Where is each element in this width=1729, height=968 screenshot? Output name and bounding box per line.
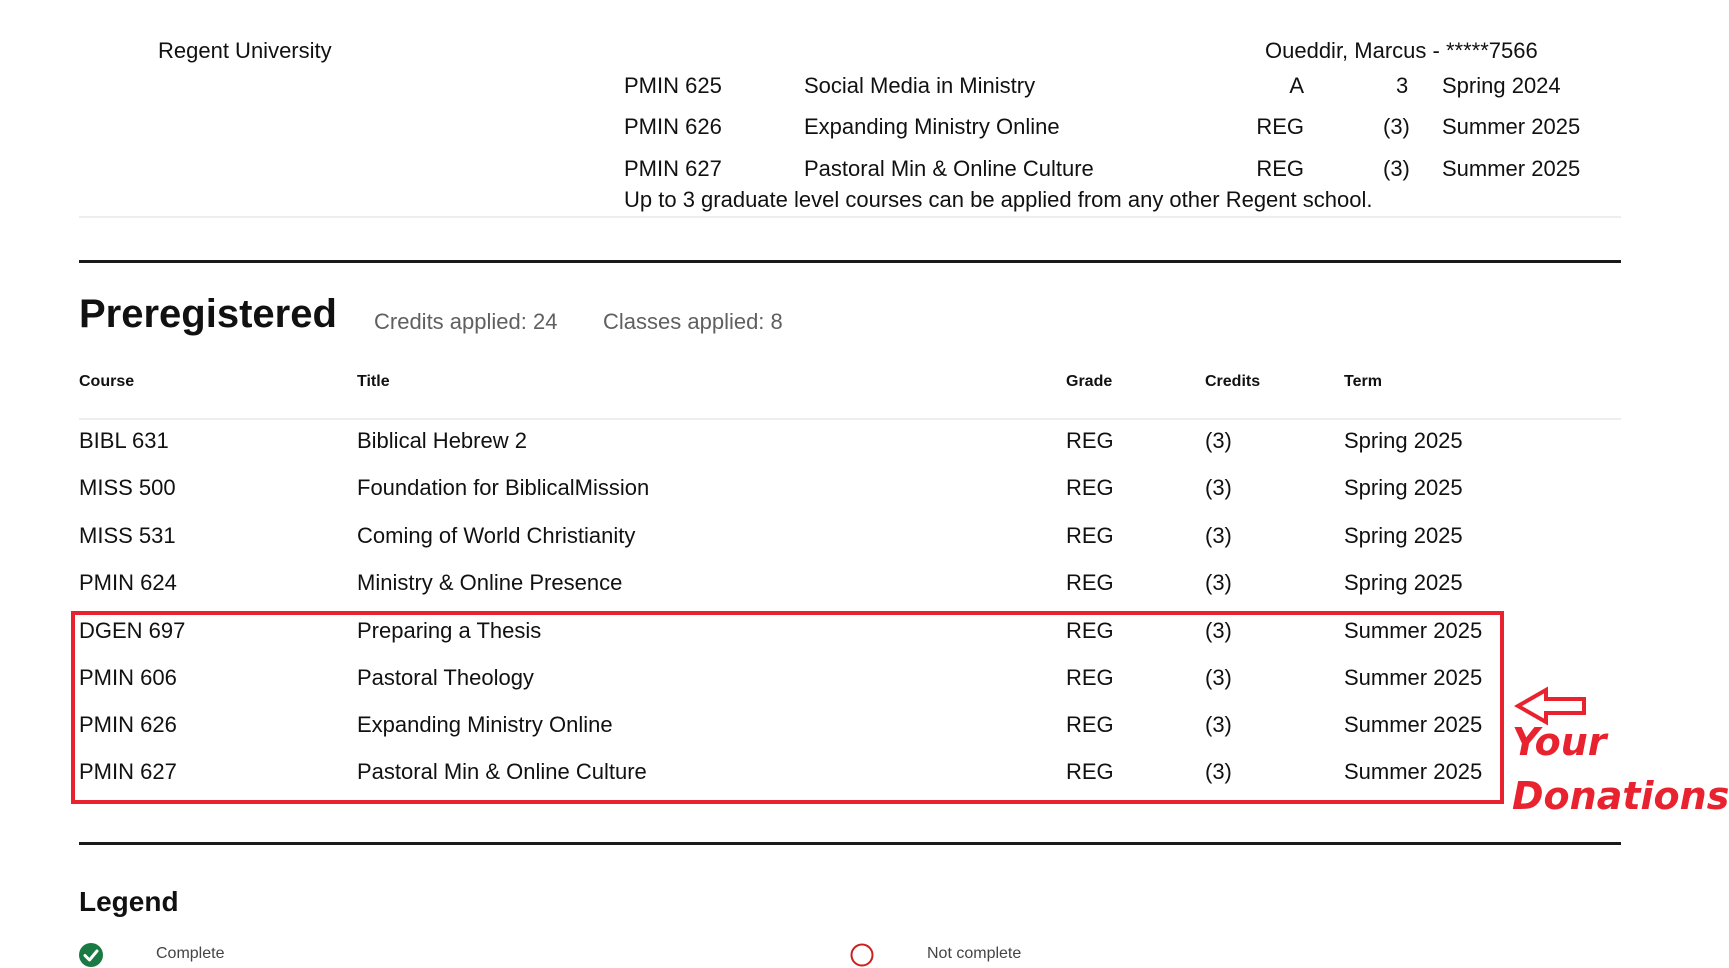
column-header-course: Course (79, 373, 135, 390)
course-credits: (3) (1205, 618, 1232, 643)
course-code: PMIN 606 (79, 665, 177, 690)
legend-title: Legend (79, 886, 179, 917)
course-grade-value: REG (1256, 114, 1304, 139)
course-credits: (3) (1205, 428, 1232, 453)
course-title: Pastoral Min & Online Culture (357, 759, 647, 784)
student-name: Oueddir, Marcus - *****7566 (1265, 38, 1538, 63)
course-grade: REG (1066, 523, 1114, 548)
course-term: Summer 2025 (1442, 114, 1581, 139)
check-circle-icon (78, 942, 104, 968)
course-code: PMIN 626 (79, 712, 177, 737)
course-credits: (3) (1205, 570, 1232, 595)
transfer-note: Up to 3 graduate level courses can be applied from any other Regent school. (624, 187, 1373, 212)
course-grade: REG (1066, 759, 1114, 784)
course-grade-value: A (1289, 73, 1304, 98)
table-row (0, 428, 1700, 468)
course-credits: (3) (1205, 712, 1232, 737)
course-title: Pastoral Min & Online Culture (804, 156, 1094, 181)
table-row (0, 475, 1700, 515)
course-term: Summer 2025 (1442, 156, 1581, 181)
course-credits: (3) (1205, 665, 1232, 690)
course-term: Summer 2025 (1344, 712, 1483, 737)
column-header-credits: Credits (1205, 373, 1261, 390)
course-term: Summer 2025 (1344, 665, 1483, 690)
highlight-box (71, 611, 1504, 804)
course-term: Summer 2025 (1344, 618, 1483, 643)
course-credits: (3) (1205, 475, 1232, 500)
classes-applied: Classes applied: 8 (603, 309, 783, 334)
course-grade: REG (1066, 618, 1114, 643)
section-divider (79, 842, 1621, 845)
course-title: Social Media in Ministry (804, 73, 1036, 98)
annotation-text-line1: Your (1512, 720, 1607, 764)
column-header-term: Term (1344, 373, 1382, 390)
course-title: Pastoral Theology (357, 665, 534, 690)
course-code: PMIN 625 (624, 73, 722, 98)
table-row (0, 523, 1700, 563)
course-code: MISS 500 (79, 475, 176, 500)
course-title: Coming of World Christianity (357, 523, 636, 548)
divider (79, 216, 1621, 218)
course-title: Foundation for BiblicalMission (357, 475, 650, 500)
course-code: BIBL 631 (79, 428, 169, 453)
annotation-text-line2: Donations (1512, 774, 1729, 818)
university-name: Regent University (158, 38, 332, 63)
table-row (0, 570, 1700, 610)
legend-complete-label: Complete (156, 945, 225, 962)
course-grade: REG (1066, 428, 1114, 453)
course-credits: (3) (1205, 523, 1232, 548)
course-title: Biblical Hebrew 2 (357, 428, 527, 453)
section-title: Preregistered (79, 292, 337, 336)
course-grade: REG (1066, 570, 1114, 595)
header-divider (79, 418, 1621, 420)
course-code: PMIN 627 (79, 759, 177, 784)
column-header-grade: Grade (1066, 373, 1113, 390)
course-credits: (3) (1383, 114, 1410, 139)
course-term: Spring 2024 (1442, 73, 1561, 98)
empty-circle-icon (849, 942, 875, 968)
column-header-title: Title (357, 373, 390, 390)
course-title: Expanding Ministry Online (357, 712, 613, 737)
course-credits: (3) (1205, 759, 1232, 784)
course-term: Spring 2025 (1344, 523, 1463, 548)
course-code: MISS 531 (79, 523, 176, 548)
course-credits: (3) (1383, 156, 1410, 181)
course-term: Spring 2025 (1344, 475, 1463, 500)
course-title: Expanding Ministry Online (804, 114, 1060, 139)
course-term: Spring 2025 (1344, 570, 1463, 595)
course-term: Spring 2025 (1344, 428, 1463, 453)
course-code: DGEN 697 (79, 618, 186, 643)
course-grade-value: REG (1256, 156, 1304, 181)
course-code: PMIN 627 (624, 156, 722, 181)
course-credits: 3 (1396, 73, 1409, 98)
credits-applied: Credits applied: 24 (374, 309, 558, 334)
course-term: Summer 2025 (1344, 759, 1483, 784)
section-divider (79, 260, 1621, 263)
course-code: PMIN 626 (624, 114, 722, 139)
course-grade: REG (1066, 712, 1114, 737)
legend-not-complete-label: Not complete (927, 945, 1022, 962)
course-grade: REG (1066, 475, 1114, 500)
course-grade: REG (1066, 665, 1114, 690)
course-code: PMIN 624 (79, 570, 177, 595)
course-title: Preparing a Thesis (357, 618, 542, 643)
course-title: Ministry & Online Presence (357, 570, 623, 595)
